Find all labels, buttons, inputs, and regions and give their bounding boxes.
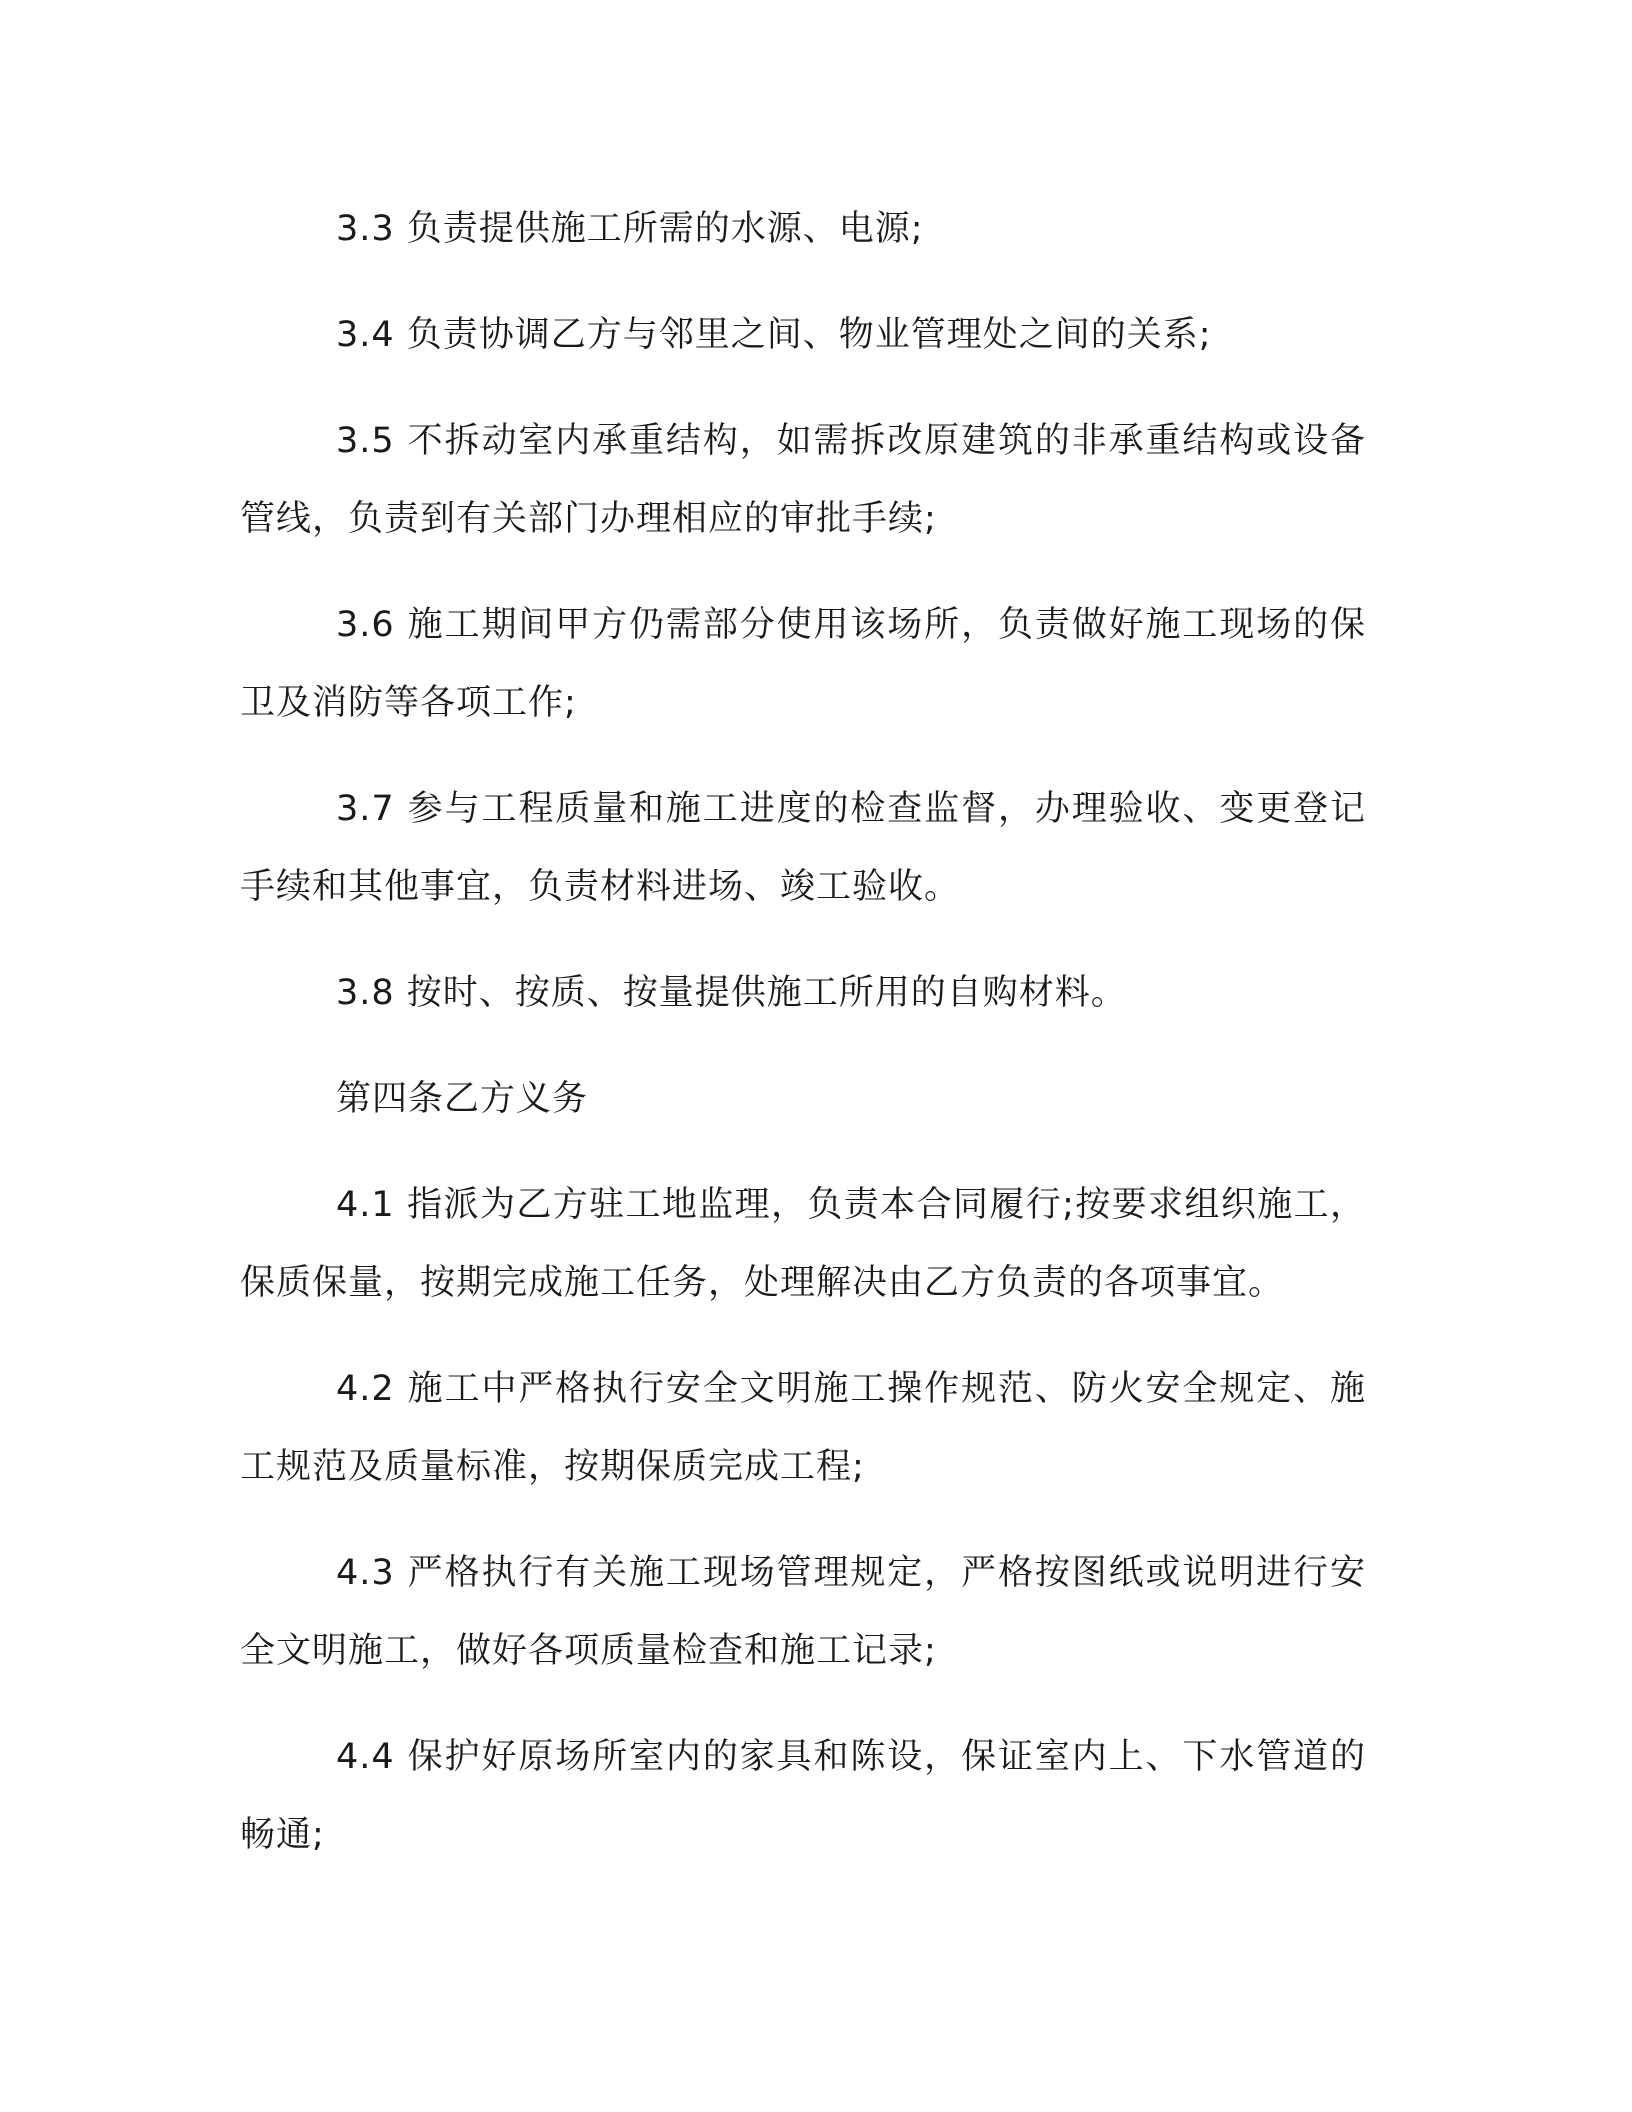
document-page: [240, 190, 1366, 1902]
clause-4-4: 4.4 保护好原场所室内的家具和陈设，保证室内上、下水管道的畅通;: [240, 1737, 1366, 1855]
clause-3-5: 3.5 不拆动室内承重结构，如需拆改原建筑的非承重结构或设备管线，负责到有关部门办理相应的审批手续;: [240, 421, 1366, 539]
clause-3-3: 3.3 负责提供施工所需的水源、电源;: [336, 209, 924, 249]
clause-4-2: 4.2 施工中严格执行安全文明施工操作规范、防火安全规定、施工规范及质量标准，按期保质完成工程;: [240, 1369, 1366, 1487]
article-4-heading: 第四条乙方义务: [336, 1079, 589, 1119]
clause-4-3: 4.3 严格执行有关施工现场管理规定，严格按图纸或说明进行安全文明施工，做好各项质量检查和施工记录;: [240, 1553, 1366, 1671]
clause-3-4: 3.4 负责协调乙方与邻里之间、物业管理处之间的关系;: [336, 315, 1212, 355]
clause-3-6: 3.6 施工期间甲方仍需部分使用该场所，负责做好施工现场的保卫及消防等各项工作;: [240, 605, 1366, 723]
clause-3-7: 3.7 参与工程质量和施工进度的检查监督，办理验收、变更登记手续和其他事宜，负责材料进场、竣工验收。: [240, 789, 1366, 907]
clause-3-8: 3.8 按时、按质、按量提供施工所用的自购材料。: [336, 973, 1127, 1013]
clause-4-1: 4.1 指派为乙方驻工地监理，负责本合同履行;按要求组织施工，保质保量，按期完成施工任务，处理解决由乙方负责的各项事宜。: [240, 1185, 1366, 1303]
